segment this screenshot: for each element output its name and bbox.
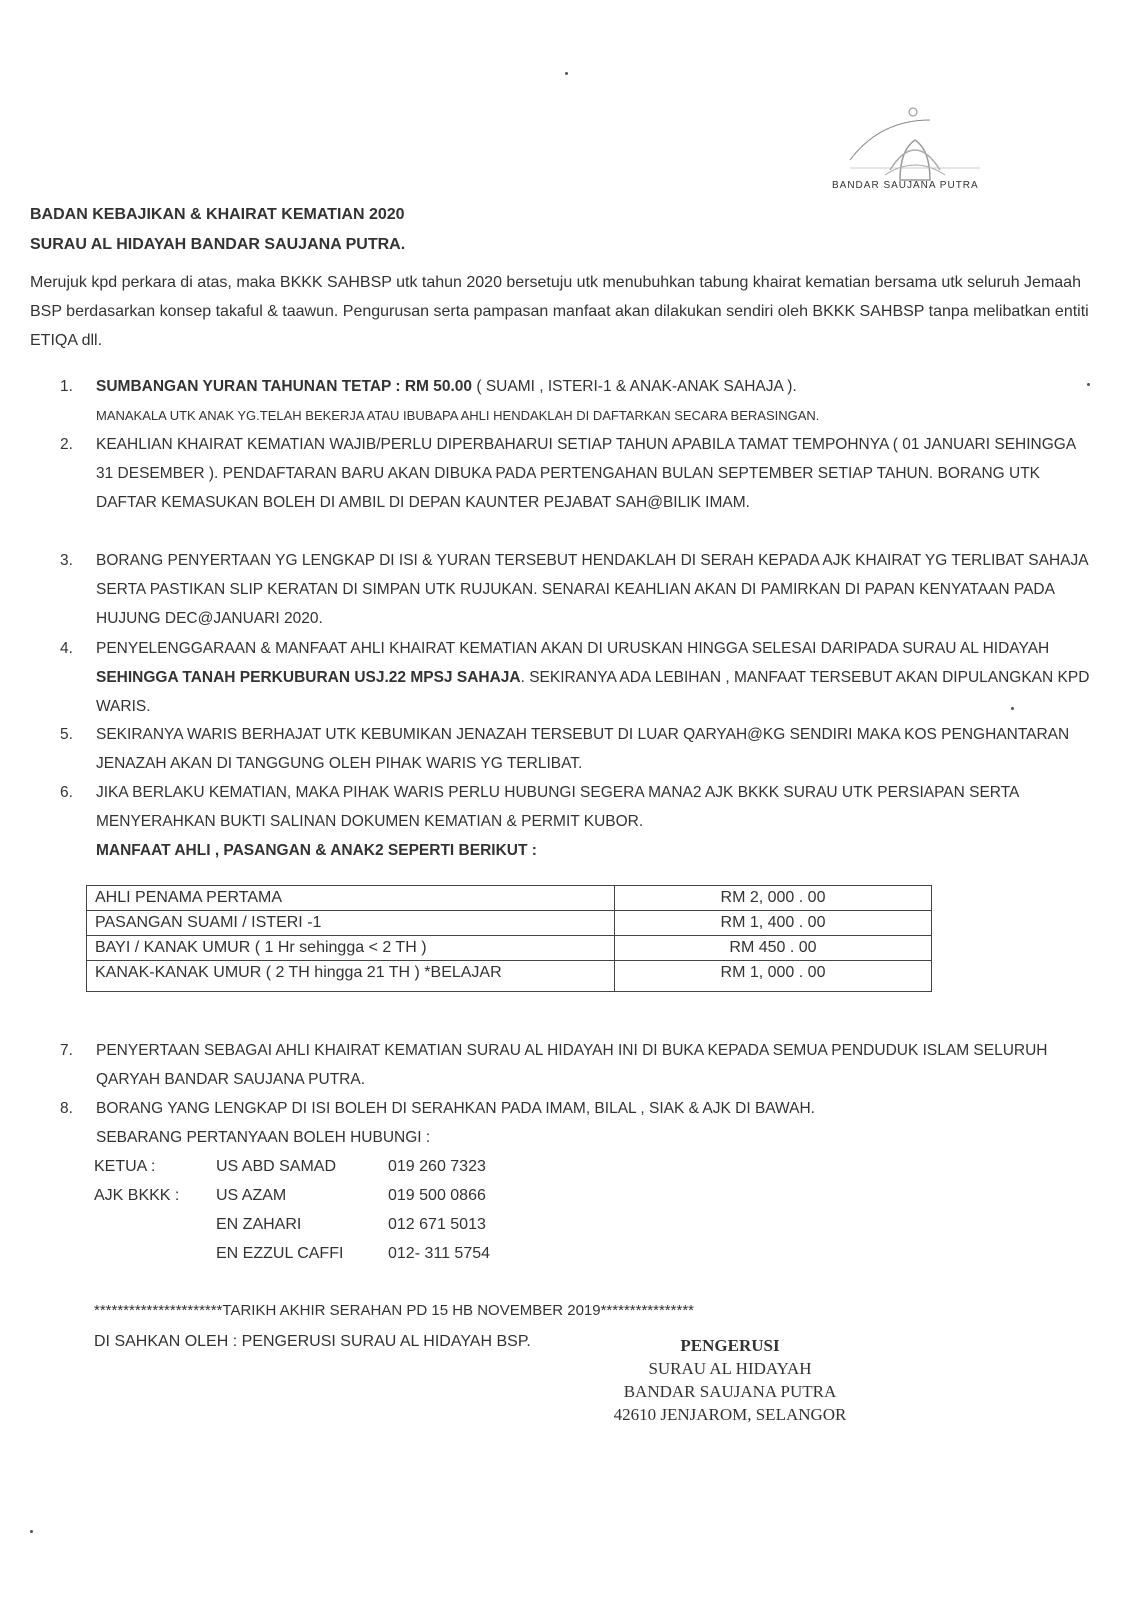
benefit-amount: RM 1, 400 . 00	[615, 911, 932, 936]
list-item	[60, 546, 1100, 634]
deadline-notice: **********************TARIKH AKHIR SERAHAN PD 15 HB NOVEMBER 2019****************	[94, 1302, 694, 1319]
list-item	[60, 720, 1100, 778]
item-text: . SEKIRANYA ADA LEBIHAN , MANFAAT TERSEBUT AKAN DIPULANGKAN KPD WARIS.	[96, 669, 1090, 715]
contact-phone: 012- 311 5754	[388, 1245, 491, 1262]
benefits-table	[86, 885, 932, 992]
list-item	[60, 430, 1100, 546]
item-subtext: MANAKALA UTK ANAK YG.TELAH BEKERJA ATAU IBUBAPA AHLI HENDAKLAH DI DAFTARKAN SECARA BERASINGAN.	[96, 408, 820, 423]
item-number: 7.	[60, 1042, 73, 1059]
scan-speck	[1011, 707, 1014, 710]
benefit-label: KANAK-KANAK UMUR ( 2 TH hingga 21 TH ) *BELAJAR	[87, 961, 615, 992]
item-number: 8.	[60, 1100, 73, 1117]
item-text: JIKA BERLAKU KEMATIAN, MAKA PIHAK WARIS PERLU HUBUNGI SEGERA MANA2 AJK BKKK SURAU UTK PERSIAPAN SERTA MENYERAHKAN BUKTI SALINAN DOKUMEN KEMATIAN & PERMIT KUBOR.	[96, 784, 1019, 830]
list-item	[60, 778, 1100, 866]
stamp-line: 42610 JENJAROM, SELANGOR	[613, 1405, 847, 1424]
benefit-amount: RM 1, 000 . 00	[615, 961, 932, 992]
item-text: SEKIRANYA WARIS BERHAJAT UTK KEBUMIKAN JENAZAH TERSEBUT DI LUAR QARYAH@KG SENDIRI MAKA KOS PENGHANTARAN JENAZAH AKAN DI TANGGUNG OLEH PIHAK WARIS YG TERLIBAT.	[96, 726, 1070, 772]
benefit-label: BAYI / KANAK UMUR ( 1 Hr sehingga < 2 TH )	[87, 936, 615, 961]
doc-subtitle: SURAU AL HIDAYAH BANDAR SAUJANA PUTRA.	[30, 236, 406, 253]
stamp-line: SURAU AL HIDAYAH	[648, 1359, 812, 1378]
list-item	[60, 634, 1100, 722]
verified-by: DI SAHKAN OLEH : PENGERUSI SURAU AL HIDAYAH BSP.	[94, 1333, 531, 1350]
scan-speck	[565, 72, 568, 75]
logo-caption: BANDAR SAUJANA PUTRA	[832, 180, 979, 191]
contact-phone: 019 260 7323	[388, 1158, 486, 1175]
list-item	[60, 1094, 1100, 1152]
item-text: PENYELENGGARAAN & MANFAAT AHLI KHAIRAT KEMATIAN AKAN DI URUSKAN HINGGA SELESAI DARIPADA SURAU AL HIDAYAH	[96, 640, 1050, 657]
benefit-label: PASANGAN SUAMI / ISTERI -1	[87, 911, 615, 936]
contact-role: AJK BKKK :	[94, 1187, 180, 1204]
contact-name: US ABD SAMAD	[216, 1158, 337, 1175]
intro-paragraph: Merujuk kpd perkara di atas, maka BKKK SAHBSP utk tahun 2020 bersetuju utk menubuhkan tabung khairat kematian bersama utk seluruh Jemaah BSP berdasarkan konsep takaful & taawun. Pengurusan serta pampasan manfaat akan dilakukan sendiri oleh BKKK SAHBSP tanpa melibatkan entiti ETIQA dll.	[30, 274, 1089, 349]
item-number: 6.	[60, 784, 73, 801]
scan-speck	[1087, 383, 1090, 386]
table-row	[87, 936, 932, 961]
list-item	[60, 1036, 1100, 1094]
benefits-heading: MANFAAT AHLI , PASANGAN & ANAK2 SEPERTI BERIKUT :	[96, 842, 537, 859]
doc-title: BADAN KEBAJIKAN & KHAIRAT KEMATIAN 2020	[30, 206, 405, 223]
item-text: ( SUAMI , ISTERI-1 & ANAK-ANAK SAHAJA ).	[472, 378, 797, 395]
contact-role: KETUA :	[94, 1158, 156, 1175]
item-text: PENYERTAAN SEBAGAI AHLI KHAIRAT KEMATIAN SURAU AL HIDAYAH INI DI BUKA KEPADA SEMUA PENDUDUK ISLAM SELURUH QARYAH BANDAR SAUJANA PUTRA.	[96, 1042, 1048, 1088]
item-text: BORANG PENYERTAAN YG LENGKAP DI ISI & YURAN TERSEBUT HENDAKLAH DI SERAH KEPADA AJK KHAIRAT YG TERLIBAT SAHAJA SERTA PASTIKAN SLIP KERATAN DI SIMPAN UTK RUJUKAN. SENARAI KEAHLIAN AKAN DI PAMIRKAN DI PAPAN KENYATAAN PADA HUJUNG DEC@JANUARI 2020.	[96, 552, 1088, 627]
benefit-amount: RM 450 . 00	[615, 936, 932, 961]
list-item	[60, 372, 1100, 432]
stamp-line: BANDAR SAUJANA PUTRA	[623, 1382, 837, 1401]
item-number: 4.	[60, 640, 73, 657]
item-text: BORANG YANG LENGKAP DI ISI BOLEH DI SERAHKAN PADA IMAM, BILAL , SIAK & AJK DI BAWAH.	[96, 1100, 815, 1117]
scan-speck	[30, 1530, 33, 1533]
contact-name: EN ZAHARI	[216, 1216, 302, 1233]
item-number: 2.	[60, 436, 73, 453]
item-number: 3.	[60, 552, 73, 569]
item-number: 5.	[60, 726, 73, 743]
item-number: 1.	[60, 378, 73, 395]
contact-name: EN EZZUL CAFFI	[216, 1245, 344, 1262]
item-subtext: SEBARANG PERTANYAAN BOLEH HUBUNGI :	[96, 1129, 431, 1146]
item-bold-text: SUMBANGAN YURAN TAHUNAN TETAP : RM 50.00	[96, 378, 473, 395]
table-row	[87, 911, 932, 936]
contact-name: US AZAM	[216, 1187, 287, 1204]
item-text: KEAHLIAN KHAIRAT KEMATIAN WAJIB/PERLU DIPERBAHARUI SETIAP TAHUN APABILA TAMAT TEMPOHNYA ( 01 JANUARI SEHINGGA 31 DESEMBER ). PENDAFTARAN BARU AKAN DIBUKA PADA PERTENGAHAN BULAN SEPTEMBER SETIAP TAHUN. BORANG UTK DAFTAR KEMASUKAN BOLEH DI AMBIL DI DEPAN KAUNTER PEJABAT SAH@BILIK IMAM.	[96, 436, 1076, 511]
official-stamp	[580, 1334, 880, 1426]
benefit-amount: RM 2, 000 . 00	[615, 886, 932, 911]
table-row	[87, 886, 932, 911]
item-bold-text: SEHINGGA TANAH PERKUBURAN USJ.22 MPSJ SAHAJA	[96, 669, 521, 686]
contact-phone: 019 500 0866	[388, 1187, 486, 1204]
stamp-title: PENGERUSI	[680, 1336, 780, 1355]
contact-phone: 012 671 5013	[388, 1216, 486, 1233]
benefit-label: AHLI PENAMA PERTAMA	[87, 886, 615, 911]
table-row	[87, 961, 932, 992]
